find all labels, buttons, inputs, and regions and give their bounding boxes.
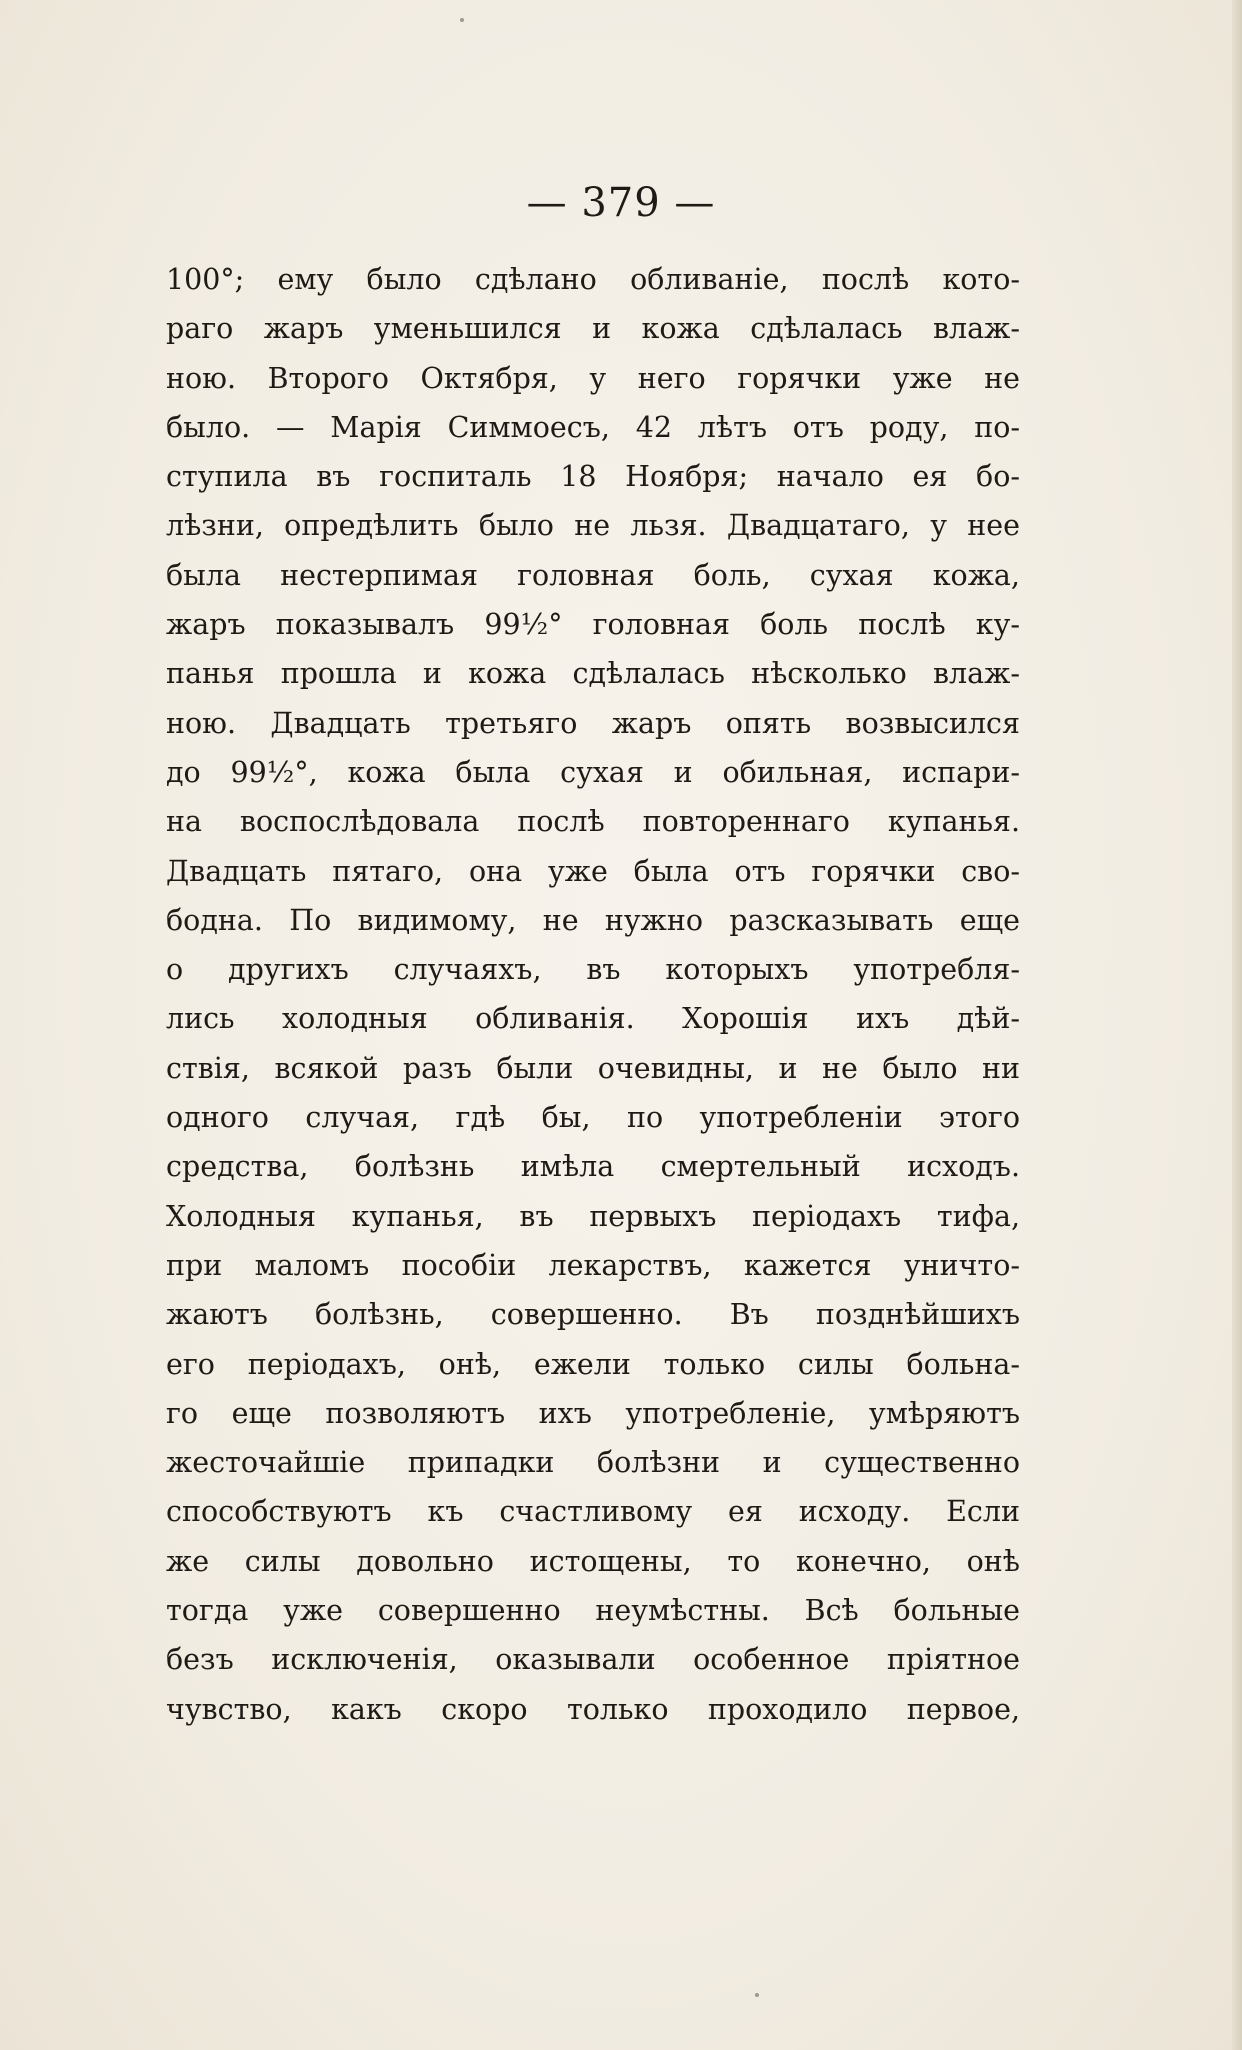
text-line: раго жаръ уменьшился и кожа сдѣлалась влаж-	[166, 312, 1020, 346]
text-line: ствiя, всякой разъ были очевидны, и не было ни	[166, 1051, 1020, 1085]
text-line: Холодныя купанья, въ первыхъ перiодахъ тифа,	[166, 1199, 1020, 1233]
text-line: Двадцать пятаго, она уже была отъ горячки сво-	[166, 854, 1020, 888]
paper-speck	[755, 1993, 759, 1997]
text-line: панья прошла и кожа сдѣлалась нѣсколько влаж-	[166, 657, 1020, 691]
text-line: жаютъ болѣзнь, совершенно. Въ позднѣйшихъ	[166, 1298, 1020, 1332]
text-line: была нестерпимая головная боль, сухая кожа,	[166, 558, 1020, 592]
text-line: жесточайшiе припадки болѣзни и существенно	[166, 1446, 1020, 1480]
text-line: 100°; ему было сдѣлано обливанiе, послѣ кото-	[166, 263, 1020, 296]
text-line: средства, болѣзнь имѣла смертельный исходъ.	[166, 1150, 1020, 1184]
text-line: одного случая, гдѣ бы, по употребленiи этого	[166, 1101, 1020, 1135]
text-line: лись холодныя обливанiя. Хорошiя ихъ дѣй-	[166, 1002, 1020, 1036]
page-edge-shadow	[1232, 0, 1242, 2050]
text-line: безъ исключенiя, оказывали особенное прiятное	[166, 1643, 1020, 1677]
page-number: — 379 —	[526, 180, 716, 226]
text-line: было. — Марiя Симмоесъ, 42 лѣтъ отъ роду, по-	[166, 410, 1020, 444]
paper-speck	[460, 18, 464, 22]
text-line: при маломъ пособiи лекарствъ, кажется уничто-	[166, 1248, 1020, 1282]
text-line: чувство, какъ скоро только проходило первое,	[166, 1692, 1020, 1726]
text-line: ною. Второго Октября, у него горячки уже не	[166, 361, 1020, 395]
text-line: о другихъ случаяхъ, въ которыхъ употребля-	[166, 953, 1020, 987]
text-line: его перiодахъ, онѣ, ежели только силы больна-	[166, 1347, 1020, 1381]
text-line: ступила въ госпиталь 18 Ноября; начало ея бо-	[166, 460, 1020, 494]
text-line: на воспослѣдовала послѣ повтореннаго купанья.	[166, 805, 1020, 839]
text-line: лѣзни, опредѣлить было не льзя. Двадцатаго, у нее	[166, 509, 1020, 543]
text-line: го еще позволяютъ ихъ употребленiе, умѣряютъ	[166, 1396, 1020, 1430]
text-line: тогда уже совершенно неумѣстны. Всѣ больные	[166, 1594, 1020, 1628]
text-line: жаръ показывалъ 99½° головная боль послѣ ку-	[166, 608, 1020, 642]
text-line: до 99½°, кожа была сухая и обильная, испари-	[166, 755, 1020, 789]
text-line: же силы довольно истощены, то конечно, онѣ	[166, 1544, 1020, 1578]
text-line: способствуютъ къ счастливому ея исходу. Если	[166, 1495, 1020, 1529]
text-line: ною. Двадцать третьяго жаръ опять возвысился	[166, 706, 1020, 740]
text-line: бодна. По видимому, не нужно разсказывать еще	[166, 903, 1020, 937]
body-text	[166, 255, 1020, 1734]
